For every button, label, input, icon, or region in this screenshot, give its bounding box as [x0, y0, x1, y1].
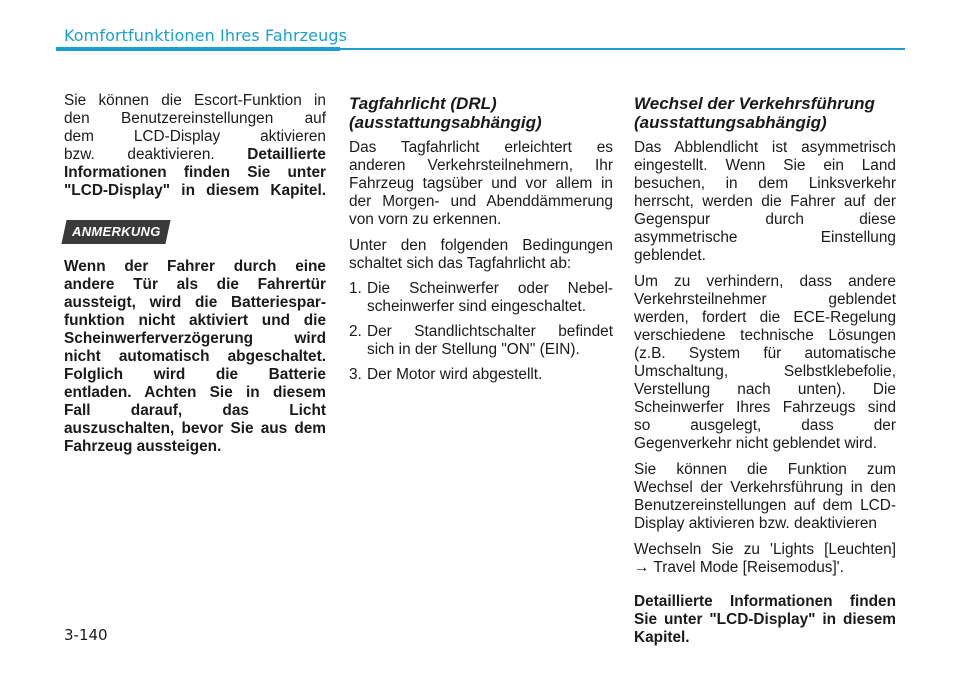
text-line: von vorn zu erkennen.	[349, 211, 502, 228]
text-line: "LCD-Display" in diesem Kapitel.	[64, 182, 326, 199]
heading-line: Wechsel der Verkehrsführung	[634, 94, 875, 113]
header-rule-thick	[56, 47, 340, 51]
column-right	[634, 94, 896, 647]
text-line: Fall darauf, das Licht	[64, 402, 326, 419]
text-line: Gegenverkehr nicht geblendet wird.	[634, 435, 877, 452]
text-line: Der Standlichtschalter befindet	[367, 323, 613, 340]
heading-line: Tagfahrlicht (DRL)	[349, 94, 497, 113]
text-line: Scheinwerfer Ihres Fahrzeugs sind	[634, 399, 896, 416]
text-line: Sie unter "LCD-Display" in diesem	[634, 611, 896, 628]
text-line	[64, 146, 326, 164]
text-normal: Travel Mode [Reisemodus]'.	[653, 559, 844, 576]
text-line: Verstellung nach unten). Die	[634, 381, 896, 398]
text-line: eingestellt. Wenn Sie ein Land	[634, 157, 896, 174]
text-line: Umschaltung, Selbstklebefolie,	[634, 363, 896, 380]
note-badge-label: ANMERKUNG	[72, 224, 161, 239]
text-line: Wechsel der Verkehrsführung in den	[634, 479, 896, 496]
column-left	[64, 92, 326, 456]
text-line: verschiedene technische Lösungen	[634, 327, 896, 344]
list-item	[349, 323, 613, 359]
text-line: auszuschalten, bevor Sie aus dem	[64, 420, 326, 437]
conditions-list	[349, 280, 613, 384]
list-text	[367, 323, 613, 359]
text-line: Folglich wird die Batterie	[64, 366, 326, 383]
text-line: dem LCD-Display aktivieren	[64, 128, 326, 145]
text-line: Kapitel.	[634, 629, 690, 646]
text-line: aussteigt, wird die Batteriespar-	[64, 294, 326, 311]
heading-line: (ausstattungsabhängig)	[349, 113, 542, 132]
text-line: Der Motor wird abgestellt.	[367, 366, 543, 383]
list-number: 2.	[349, 323, 362, 340]
text-line: Detaillierte Informationen finden	[634, 593, 896, 610]
note-badge	[61, 220, 170, 244]
text-line: scheinwerfer sind eingeschaltet.	[367, 298, 587, 315]
text-line: entladen. Achten Sie in diesem	[64, 384, 326, 401]
text-line: Sie können die Escort-Funktion in	[64, 92, 326, 109]
list-text	[367, 366, 613, 384]
text-line: Gegenspur durch diese	[634, 211, 896, 228]
text-line	[634, 559, 896, 577]
section-heading-traffic-change	[634, 94, 896, 132]
list-item	[349, 280, 613, 316]
text-line: der Morgen- und Abenddämmerung	[349, 193, 613, 210]
list-number: 3.	[349, 366, 362, 383]
text-line: herrscht, werden die Fahrer auf der	[634, 193, 896, 210]
text-bold: Detaillierte	[247, 146, 326, 163]
section-title: Komfortfunktionen Ihres Fahrzeugs	[64, 26, 348, 45]
text-line: Das Abblendlicht ist asymmetrisch	[634, 139, 896, 156]
text-line: sich in der Stellung "ON" (EIN).	[367, 341, 580, 358]
text-line: Wenn der Fahrer durch eine	[64, 258, 326, 275]
text-line: nicht automatisch abgeschaltet.	[64, 348, 326, 365]
list-number: 1.	[349, 280, 362, 297]
text-line: werden, fordert die ECE-Regelung	[634, 309, 896, 326]
text-line: Fahrzeug aussteigen.	[64, 438, 222, 455]
text-line: Benutzereinstellungen auf dem LCD-	[634, 497, 896, 514]
text-normal: bzw. deaktivieren.	[64, 146, 215, 163]
section-heading-drl	[349, 94, 613, 132]
list-item	[349, 366, 613, 384]
header-rule-thin	[340, 48, 905, 50]
note-text	[64, 258, 326, 456]
text-line: so ausgelegt, dass der	[634, 417, 896, 434]
text-line: Display aktivieren bzw. deaktivieren	[634, 515, 877, 532]
text-line: Scheinwerferverzögerung wird	[64, 330, 326, 347]
text-line: Um zu verhindern, dass andere	[634, 273, 896, 290]
text-line: schaltet sich das Tagfahrlicht ab:	[349, 255, 572, 272]
text-line: anderen Verkehrsteilnehmern, Ihr	[349, 157, 613, 174]
text-line: den Benutzereinstellungen auf	[64, 110, 326, 127]
text-line: Wechseln Sie zu 'Lights [Leuchten]	[634, 541, 896, 558]
text-line: Verkehrsteilnehmer geblendet	[634, 291, 896, 308]
text-line: besuchen, in dem Linksverkehr	[634, 175, 896, 192]
heading-line: (ausstattungsabhängig)	[634, 113, 827, 132]
text-line: (z.B. System für automatische	[634, 345, 896, 362]
arrow-right-icon: →	[634, 559, 650, 576]
text-line: Die Scheinwerfer oder Nebel-	[367, 280, 613, 297]
text-line: Fahrzeug tagsüber und vor allem in	[349, 175, 613, 192]
text-line: asymmetrische Einstellung	[634, 229, 896, 246]
text-line: Sie können die Funktion zum	[634, 461, 896, 478]
list-text	[367, 280, 613, 316]
text-line: andere Tür als die Fahrertür	[64, 276, 326, 293]
text-line: funktion nicht aktiviert und die	[64, 312, 326, 329]
text-line: Unter den folgenden Bedingungen	[349, 237, 613, 254]
page-number: 3-140	[64, 626, 108, 644]
column-middle	[349, 94, 613, 384]
text-line: Das Tagfahrlicht erleichtert es	[349, 139, 613, 156]
text-line: Informationen finden Sie unter	[64, 164, 326, 181]
text-line: geblendet.	[634, 247, 706, 264]
